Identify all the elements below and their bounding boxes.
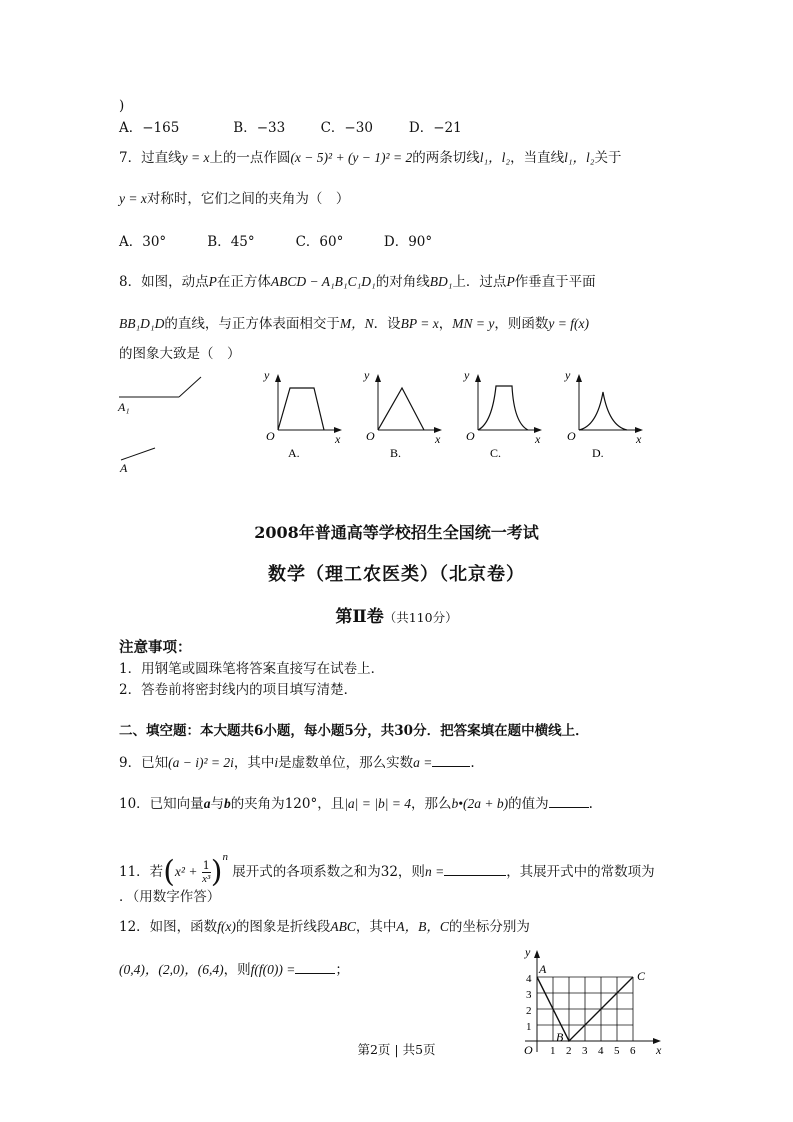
exam-title: 2008年普通高等学校招生全国统一考试 [254, 523, 539, 542]
q12-xtick-1: 1 [550, 1045, 556, 1057]
q8-cube-figure [115, 372, 215, 482]
q12-y-label: y [525, 945, 531, 959]
graph-d-x-label: x [636, 432, 642, 446]
q9: 9．已知(a − i)² = 2i，其中i是虚数单位，那么实数a = . [119, 755, 475, 771]
q7-options [119, 233, 432, 251]
q7-option-b: B．45° [207, 234, 255, 250]
notice-item-2: 2．答卷前将密封线内的项目填写清楚． [119, 682, 358, 698]
q12-xtick-5: 5 [614, 1045, 620, 1057]
graph-a-label: A. [288, 446, 300, 460]
q8-line1: 8．如图，动点P在正方体ABCD − A₁B₁C₁D₁的对角线BD₁上．过点P作垂直于平面 [119, 274, 596, 290]
q10-answer-blank[interactable] [549, 794, 589, 808]
graph-a-x-label: x [335, 432, 341, 446]
q7-option-d: D．90° [383, 234, 433, 250]
q8-line3: 的图象大致是（ ） [119, 346, 241, 362]
graph-d-origin: O [567, 429, 576, 443]
graph-c-label: C. [490, 446, 502, 460]
graph-c-x-label: x [535, 432, 541, 446]
q12-answer-blank[interactable] [295, 960, 335, 974]
graph-d-y-label: y [565, 368, 571, 382]
q11-line2: ．（用数字作答） [119, 889, 221, 905]
label-a1: A₁ [118, 400, 130, 414]
q8-graph-b [362, 368, 452, 463]
q12-xtick-2: 2 [566, 1045, 572, 1057]
q9-answer-blank[interactable] [432, 753, 470, 767]
graph-d-label: D. [592, 446, 604, 460]
exam-subtitle: 数学（理工农医类）（北京卷） [268, 564, 525, 585]
graph-a-curve [278, 388, 324, 430]
q7-option-a: A．30° [119, 234, 167, 250]
page-footer: 第2页 | 共5页 [357, 1042, 436, 1057]
graph-c-curve [478, 386, 528, 430]
q12-point-b: B [556, 1030, 564, 1044]
graph-b-y-label: y [364, 368, 370, 382]
graph-b-origin: O [366, 429, 375, 443]
q6-option-a: A．−165 [119, 120, 180, 136]
graph-b-x-label: x [435, 432, 441, 446]
q12-x-label: x [656, 1043, 662, 1057]
q12-xtick-4: 4 [598, 1045, 604, 1057]
q12-origin: O [524, 1043, 533, 1057]
q12-ytick-1: 1 [526, 1021, 532, 1033]
part2-heading: 二、填空题：本大题共6小题，每小题5分，共30分．把答案填在题中横线上． [119, 723, 589, 739]
graph-c-origin: O [466, 429, 475, 443]
q12-ytick-4: 4 [526, 973, 532, 985]
q6-tail: ) [119, 98, 125, 114]
q12-line1: 12．如图，函数f(x)的图象是折线段ABC，其中A，B，C的坐标分别为 [119, 919, 530, 935]
graph-d-curve [579, 392, 627, 430]
q12-point-c: C [637, 969, 646, 983]
q8-line2: BB₁D₁D的直线，与正方体表面相交于M，N．设BP = x，MN = y，则函数y = f(x) [119, 316, 589, 332]
q7-line1: 7．过直线y = x上的一点作圆(x − 5)² + (y − 1)² = 2的两条切线l₁，l₂，当直线l₁，l₂关于 [119, 150, 622, 166]
q12-xtick-3: 3 [582, 1045, 588, 1057]
q7-line2: y = x对称时，它们之间的夹角为（ ） [119, 191, 350, 207]
graph-c-y-label: y [464, 368, 470, 382]
volume-title: 第Ⅱ卷（共110分） [335, 607, 458, 627]
q6-option-c: C．−30 [320, 120, 373, 136]
graph-a-y-label: y [264, 368, 270, 382]
q7-option-c: C．60° [295, 234, 344, 250]
q12-ytick-2: 2 [526, 1005, 532, 1017]
q6-option-d: D．−21 [408, 120, 462, 136]
q6-options [119, 119, 462, 137]
q11: 11．若(x² + $\frac{1}{\text{x³}}$ )$^n$ 展开式的各项系数之和为32，则n = ，其展开式中的常数项为 [119, 851, 655, 890]
notice-item-1: 1．用钢笔或圆珠笔将答案直接写在试卷上． [119, 661, 385, 677]
q12-grid [537, 977, 633, 1041]
notice-heading: 注意事项： [119, 639, 192, 656]
q8-graph-d [563, 368, 653, 463]
q12-point-a: A [539, 962, 547, 976]
graph-b-label: B. [390, 446, 402, 460]
graph-a-origin: O [266, 429, 275, 443]
q12-ytick-3: 3 [526, 989, 532, 1001]
q12-xtick-6: 6 [630, 1045, 636, 1057]
graph-b-curve [378, 388, 424, 430]
q8-graph-c [462, 368, 552, 463]
q12-line2: (0,4)，(2,0)，(6,4)，则f(f(0)) = ； [119, 962, 349, 978]
q10: 10．已知向量a与b的夹角为120°，且|a| = |b| = 4，那么b•(2a + b)的值为 . [119, 796, 593, 812]
label-a: A [120, 461, 128, 475]
q11-n-blank[interactable] [444, 862, 506, 876]
q8-graph-a [262, 368, 352, 463]
q6-option-b: B．−33 [233, 120, 286, 136]
